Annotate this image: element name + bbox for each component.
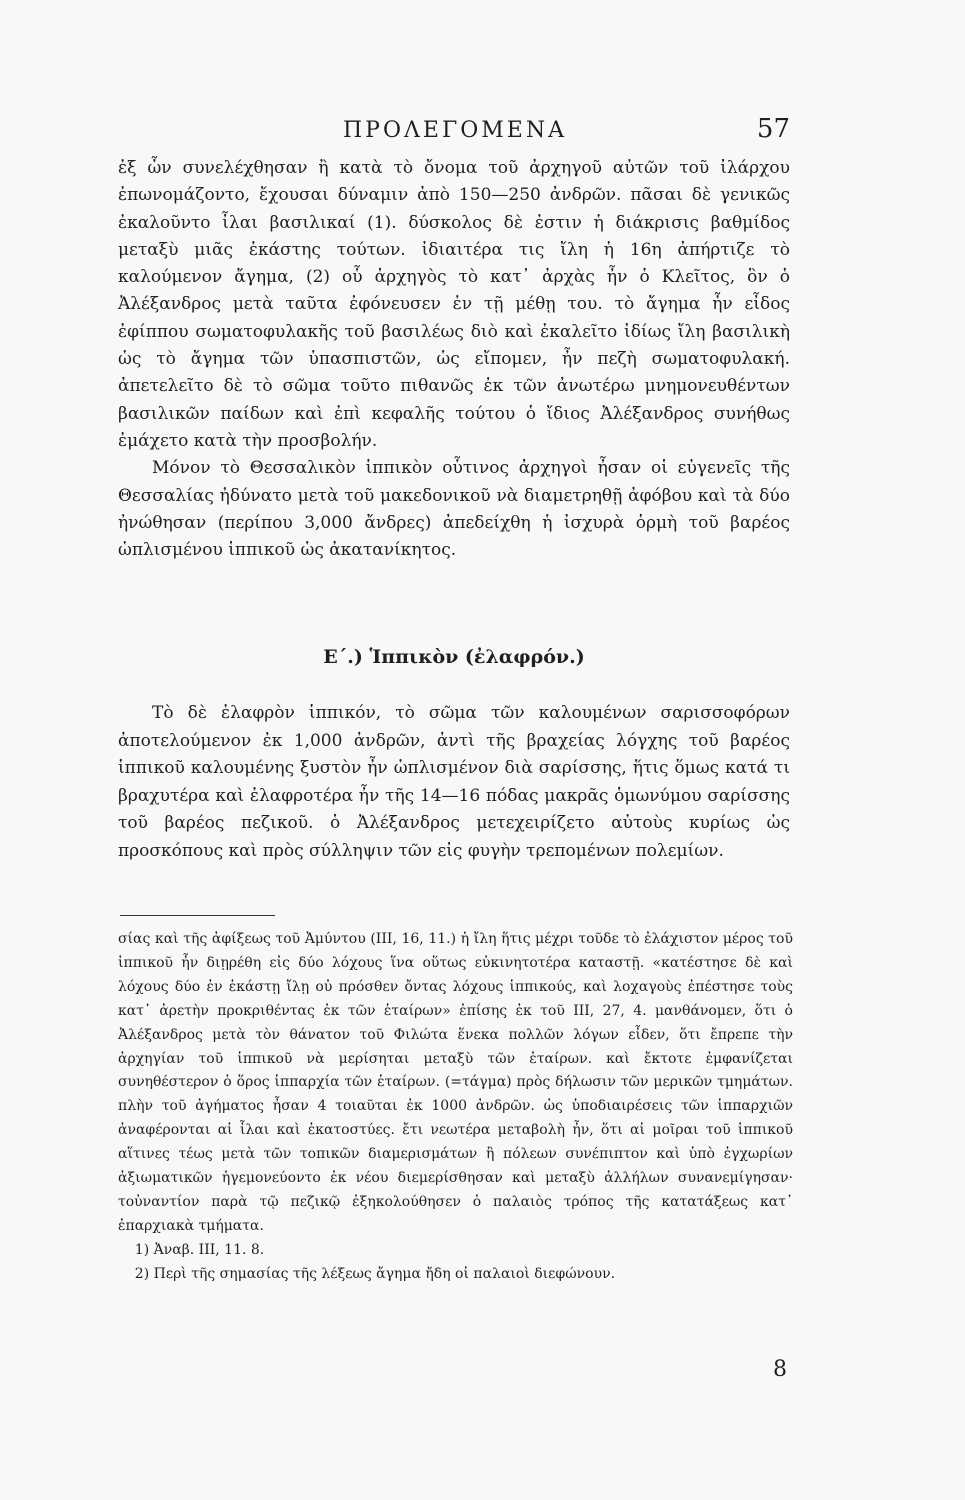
footnote-continuation: σίας καὶ τῆς ἀφίξεως τοῦ Ἀμύντου (III, 16, 11.) ἡ ἴλη ἥτις μέχρι τοῦδε τὸ ἐλάχιστον μέρος τοῦ ἱππικοῦ ἦν διῃρέθη εἰς δύο λόχους ἵνα οὕτως εὐκινητοτέρα καταστῇ. «κατέστησε δὲ καὶ λόχους δύο ἐν ἑκάστῃ ἴλῃ οὐ πρόσθεν ὄντας λόχους ἱππικούς, καὶ λοχαγοὺς ἐπέστησε τοὺς κατ᾽ ἀρετὴν προκριθέντας ἐκ τῶν ἑταίρων» ἐπίσης ἐκ τοῦ III, 27, 4. μανθάνομεν, ὅτι ὁ Ἀλέξανδρος μετὰ τὸν θάνατον τοῦ Φιλώτα ἕνεκα πολλῶν λόγων εἶδεν, ὅτι ἔπρεπε τὴν ἀρχηγίαν τοῦ ἱππικοῦ νὰ μερίσηται μεταξὺ τῶν ἑταίρων. καὶ ἔκτοτε ἐμφανίζεται συνηθέστερον ὁ ὅρος ἱππαρχία τῶν ἑταίρων. (=τάγμα) πρὸς δήλωσιν τῶν μερικῶν τμημάτων. πλὴν τοῦ ἀγήματος ἦσαν 4 τοιαῦται ἐκ 1000 ἀνδρῶν. ὡς ὑποδιαιρέσεις τῶν ἱππαρχιῶν ἀναφέρονται αἱ ἶλαι καὶ ἑκατοστύες. ἔτι νεωτέρα μεταβολὴ ἦν, ὅτι αἱ μοῖραι τοῦ ἱππικοῦ αἵτινες τέως μετὰ τῶν τοπικῶν διαμερισμάτων ἢ πόλεων συνέπιπτον καὶ ὑπὸ ἐγχωρίων ἀξιωματικῶν ἡγεμονεύοντο ἐκ νέου διεμερίσθησαν καὶ μεταξὺ ἀλλήλων συνανεμίγησαν· τοὐναντίον παρὰ τῷ πεζικῷ ἐξηκολούθησεν ὁ παλαιὸς τρόπος τῆς κατατάξεως κατ᾽ ἐπαρχιακὰ τμήματα.	[118, 931, 793, 1234]
running-head	[120, 114, 790, 154]
section-text	[118, 700, 790, 865]
paragraph-3: Τὸ δὲ ἐλαφρὸν ἱππικόν, τὸ σῶμα τῶν καλουμένων σαρισσοφόρων ἀποτελούμενον ἐκ 1,000 ἀνδρῶν, ἀντὶ τῆς βραχείας λόγχης τοῦ βαρέος ἱππικοῦ καλουμένης ξυστὸν ἦν ὡπλισμένον διὰ σαρίσσης, ἥτις ὅμως κατά τι βραχυτέρα καὶ ἐλαφροτέρα ἦν τῆς 14—16 πόδας μακρᾶς ὁμωνύμου σαρίσσης τοῦ βαρέος πεζικοῦ. ὁ Ἀλέξανδρος μετεχειρίζετο αὐτοὺς κυρίως ὡς προσκόπους καὶ πρὸς σύλληψιν τῶν εἰς φυγὴν τρεπομένων πολεμίων.	[118, 703, 790, 861]
running-title: ΠΡΟΛΕΓΟΜΕΝΑ	[343, 118, 567, 143]
footnote-2: 2) Περὶ τῆς σημασίας τῆς λέξεως ἄγημα ἤδη οἱ παλαιοὶ διεφώνουν.	[134, 1265, 616, 1282]
section-heading: Ε΄.) Ἱππικὸν (ἐλαφρόν.)	[323, 646, 585, 668]
footnote-1: 1) Ἀναβ. III, 11. 8.	[134, 1241, 265, 1258]
footnote-rule	[120, 915, 275, 916]
signature-mark: 8	[773, 1357, 787, 1382]
paragraph-1: ἐξ ὧν συνελέχθησαν ἢ κατὰ τὸ ὄνομα τοῦ ἀρχηγοῦ αὐτῶν τοῦ ἰλάρχου ἐπωνομάζοντο, ἔχουσαι δύναμιν ἀπὸ 150—250 ἀνδρῶν. πᾶσαι δὲ γενικῶς ἐκαλοῦντο ἶλαι βασιλικαί (1). δύσκολος δὲ ἐστιν ἡ διάκρισις βαθμίδος μεταξὺ μιᾶς ἑκάστης τούτων. ἰδιαιτέρα τις ἴλη ἡ 16η ἀπήρτιζε τὸ καλούμενον ἄγημα, (2) οὗ ἀρχηγὸς τὸ κατ᾽ ἀρχὰς ἦν ὁ Κλεῖτος, ὃν ὁ Ἀλέξανδρος μετὰ ταῦτα ἐφόνευσεν ἐν τῇ μέθῃ του. τὸ ἄγημα ἦν εἶδος ἐφίππου σωματοφυλακῆς τοῦ βασιλέως διὸ καὶ ἐκαλεῖτο ἰδίως ἴλη βασιλικὴ ὡς τὸ ἄγημα τῶν ὑπασπιστῶν, ὡς εἴπομεν, ἦν πεζὴ σωματοφυλακή. ἀπετελεῖτο δὲ τὸ σῶμα τοῦτο πιθανῶς ἐκ τῶν ἀνωτέρω μνημονευθέντων βασιλικῶν παίδων καὶ ἐπὶ κεφαλῆς τούτου ὁ ἴδιος Ἀλέξανδρος συνήθως ἐμάχετο κατὰ τὴν προσβολήν.	[118, 158, 790, 451]
footnotes	[118, 928, 793, 1287]
main-text	[118, 155, 790, 564]
page-number: 57	[756, 114, 790, 144]
paragraph-2: Μόνον τὸ Θεσσαλικὸν ἱππικὸν οὗτινος ἀρχηγοὶ ἦσαν οἱ εὐγενεῖς τῆς Θεσσαλίας ἠδύνατο μετὰ τοῦ μακεδονικοῦ νὰ διαμετρηθῇ ἀφόβου καὶ τὰ δύο ἠνώθησαν (περίπου 3,000 ἄνδρες) ἀπεδείχθη ἡ ἰσχυρὰ ὁρμὴ τοῦ βαρέος ὡπλισμένου ἱππικοῦ ὡς ἀκατανίκητος.	[118, 458, 790, 561]
